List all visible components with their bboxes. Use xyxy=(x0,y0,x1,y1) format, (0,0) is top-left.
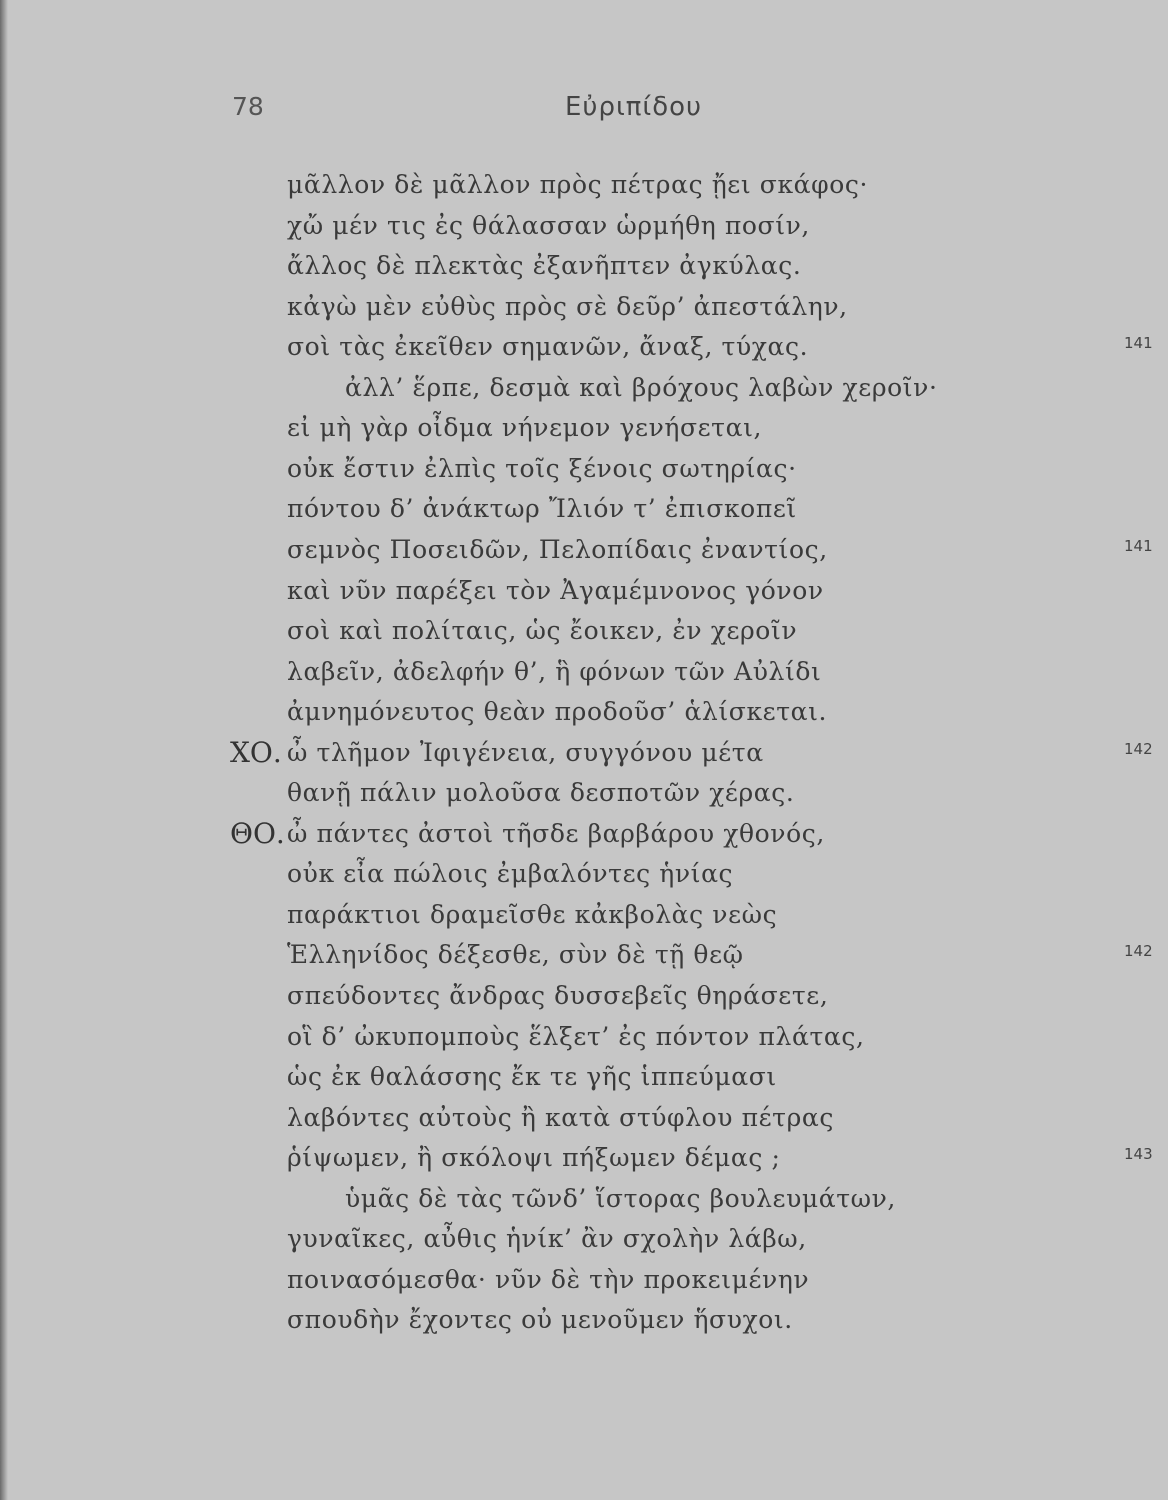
verse-line xyxy=(0,325,1168,369)
speaker-label: ΧΟ. xyxy=(230,735,282,769)
verse-text: σπουδὴν ἔχοντες οὐ μενοῦμεν ἥσυχοι. xyxy=(287,1305,793,1335)
verse-text: ῥίψωμεν, ἢ σκόλοψι πήξωμεν δέμας ; xyxy=(287,1143,781,1173)
verse-line xyxy=(0,1177,1168,1221)
verse-text: ὦ πάντες ἀστοὶ τῆσδε βαρβάρου χθονός, xyxy=(287,818,825,848)
verse-line xyxy=(0,285,1168,329)
verse-text: ἀμνημόνευτος θεὰν προδοῦσ’ ἁλίσκεται. xyxy=(287,697,828,727)
verse-text: ὑμᾶς δὲ τὰς τῶνδ’ ἵστορας βουλευμάτων, xyxy=(345,1183,896,1213)
verse-text: Ἑλληνίδος δέξεσθε, σὺν δὲ τῇ θεῷ xyxy=(287,940,744,970)
verse-text: κἀγὼ μὲν εὐθὺς πρὸς σὲ δεῦρ’ ἀπεστάλην, xyxy=(287,291,848,321)
verse-line xyxy=(0,852,1168,896)
line-number: 141 xyxy=(1124,536,1153,555)
line-number: 142 xyxy=(1124,942,1153,961)
speaker-label: ΘΟ. xyxy=(230,816,285,850)
verse-text: σπεύδοντες ἄνδρας δυσσεβεῖς θηράσετε, xyxy=(287,981,829,1010)
verse-text: οὐκ ἔστιν ἐλπὶς τοῖς ξένοις σωτηρίας· xyxy=(287,453,797,483)
verse-line xyxy=(0,812,1168,856)
verse-text: πόντου δ’ ἀνάκτωρ Ἴλιόν τ’ ἐπισκοπεῖ xyxy=(287,494,797,524)
verse-line xyxy=(0,1015,1168,1059)
verse-line xyxy=(0,609,1168,653)
verse-line xyxy=(0,163,1168,207)
verse-line xyxy=(0,974,1168,1018)
verse-text: οἳ δ’ ὠκυπομποὺς ἕλξετ’ ἐς πόντον πλάτας, xyxy=(287,1021,865,1051)
verse-line xyxy=(0,204,1168,248)
verse-text: χὤ μέν τις ἐς θάλασσαν ὡρμήθη ποσίν, xyxy=(287,210,810,240)
verse-text: σοὶ τὰς ἐκεῖθεν σημανῶν, ἄναξ, τύχας. xyxy=(287,332,809,362)
line-number: 143 xyxy=(1124,1145,1153,1164)
line-number: 141 xyxy=(1124,334,1153,353)
verse-line xyxy=(0,893,1168,937)
verse-text: ποινασόμεσθα· νῦν δὲ τὴν προκειμένην xyxy=(287,1264,810,1294)
verse-line xyxy=(0,1136,1168,1180)
verse-text: σεμνὸς Ποσειδῶν, Πελοπίδαις ἐναντίος, xyxy=(287,534,828,564)
verse-line xyxy=(0,366,1168,410)
verse-line xyxy=(0,933,1168,977)
line-number: 142 xyxy=(1124,739,1153,758)
page-number: 78 xyxy=(232,92,264,121)
verse-text: σοὶ καὶ πολίταις, ὡς ἔοικεν, ἐν χεροῖν xyxy=(287,616,798,646)
verse-text: καὶ νῦν παρέξει τὸν Ἀγαμέμνονος γόνον xyxy=(287,575,824,605)
verse-line xyxy=(0,1055,1168,1099)
verse-line xyxy=(0,690,1168,734)
verse-line xyxy=(0,771,1168,815)
verse-line xyxy=(0,528,1168,572)
verse-text: ὡς ἐκ θαλάσσης ἔκ τε γῆς ἱππεύμασι xyxy=(287,1062,777,1092)
verse-text: θανῇ πάλιν μολοῦσα δεσποτῶν χέρας. xyxy=(287,778,795,808)
verse-line xyxy=(0,244,1168,288)
verse-line xyxy=(0,1217,1168,1261)
verse-line xyxy=(0,1298,1168,1342)
verse-text: μᾶλλον δὲ μᾶλλον πρὸς πέτρας ᾔει σκάφος· xyxy=(287,170,869,199)
verse-line xyxy=(0,650,1168,694)
verse-line xyxy=(0,569,1168,613)
verse-text: λαβόντες αὐτοὺς ἢ κατὰ στύφλου πέτρας xyxy=(287,1102,834,1132)
verse-text: οὐκ εἶα πώλοις ἐμβαλόντες ἡνίας xyxy=(287,859,734,889)
running-title: Εὐριπίδου xyxy=(565,92,703,122)
verse-line xyxy=(0,487,1168,531)
verse-line xyxy=(0,731,1168,775)
verse-line xyxy=(0,1258,1168,1302)
verse-line xyxy=(0,447,1168,491)
verse-text: ἀλλ’ ἕρπε, δεσμὰ καὶ βρόχους λαβὼν χεροῖν· xyxy=(345,372,938,402)
verse-text: γυναῖκες, αὖθις ἡνίκ’ ἂν σχολὴν λάβω, xyxy=(287,1224,807,1254)
verse-text: ὦ τλῆμον Ἰφιγένεια, συγγόνου μέτα xyxy=(287,737,764,767)
verse-text: λαβεῖν, ἀδελφήν θ’, ἣ φόνων τῶν Αὐλίδι xyxy=(287,656,822,686)
verse-line xyxy=(0,1096,1168,1140)
verse-text: ἄλλος δὲ πλεκτὰς ἐξανῆπτεν ἀγκύλας. xyxy=(287,251,802,281)
verse-text: εἰ μὴ γὰρ οἶδμα νήνεμον γενήσεται, xyxy=(287,413,763,443)
verse-text: παράκτιοι δραμεῖσθε κἀκβολὰς νεὼς xyxy=(287,899,778,929)
verse-line xyxy=(0,406,1168,450)
